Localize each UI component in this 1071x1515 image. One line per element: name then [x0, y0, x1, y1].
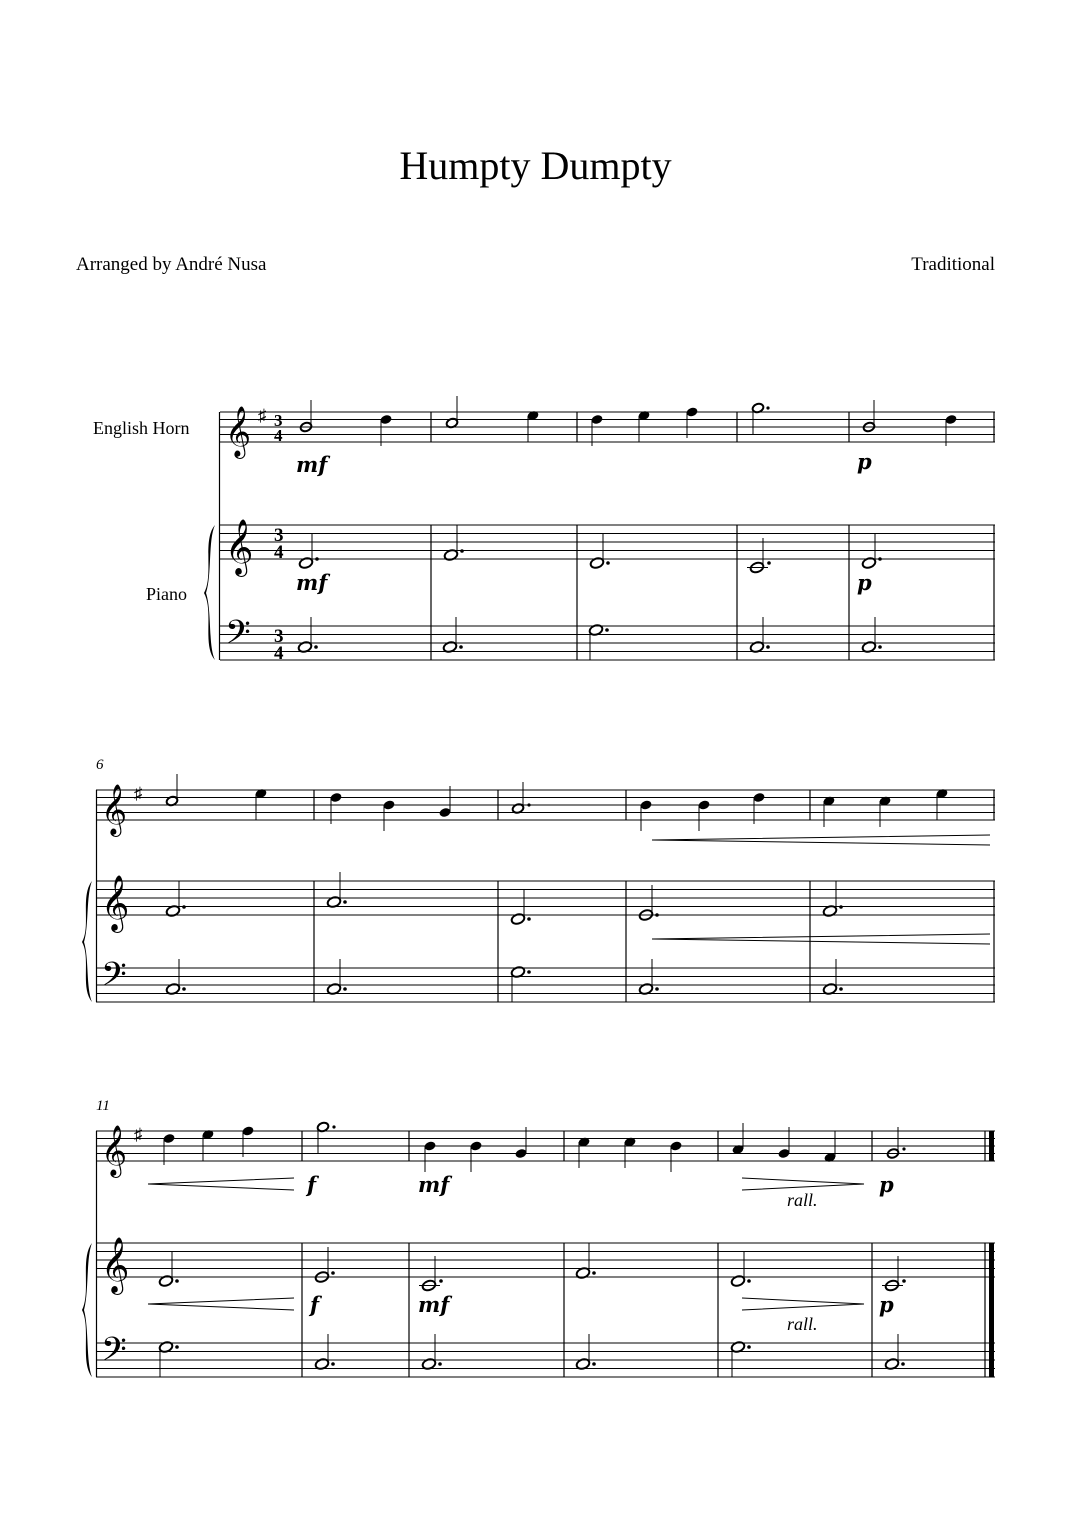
- note: [822, 881, 842, 917]
- piano-brace: [82, 881, 92, 1002]
- rall-marking: rall.: [787, 1190, 818, 1210]
- dynamic-p: p: [857, 570, 872, 595]
- sharp-key-signature: ♯: [134, 1125, 143, 1144]
- english-horn-staff: [96, 790, 995, 820]
- note: [638, 959, 658, 995]
- piano-treble-notes: [165, 872, 842, 925]
- note: [438, 786, 451, 818]
- note: [165, 959, 185, 995]
- rall-marking: rall.: [787, 1314, 818, 1334]
- english-horn-notes: [162, 1121, 905, 1172]
- time-signature-top: 3: [274, 626, 284, 647]
- english-horn-notes: [165, 774, 948, 831]
- note: [329, 792, 342, 824]
- treble-clef-icon: 𝄞: [101, 784, 128, 835]
- piano-treble-notes: [158, 1243, 905, 1292]
- note: [697, 799, 710, 831]
- note: [623, 1136, 636, 1168]
- treble-clef-icon: 𝄞: [101, 1125, 128, 1176]
- instrument-label-piano: Piano: [146, 584, 188, 604]
- note: [526, 410, 539, 442]
- note: [298, 533, 318, 569]
- note: [590, 414, 603, 446]
- dynamic-mf: mf: [418, 1292, 450, 1317]
- piano-bass-notes: [297, 617, 881, 660]
- note: [510, 889, 530, 925]
- note: [882, 1256, 906, 1292]
- decrescendo-hairpin: [742, 1298, 864, 1310]
- piano-bass-notes: [158, 1334, 904, 1377]
- instrument-label-english-horn: English Horn: [93, 418, 190, 438]
- time-signature-bottom: 4: [274, 542, 284, 563]
- dynamic-mf: mf: [296, 452, 328, 477]
- bass-clef-icon: 𝄢: [101, 1331, 127, 1377]
- note: [514, 1127, 527, 1159]
- note: [823, 1131, 836, 1163]
- piano-brace: [82, 1243, 92, 1377]
- crescendo-hairpin: [148, 1298, 294, 1310]
- piano-treble-staff: [96, 1243, 995, 1277]
- barlines: [302, 1131, 872, 1377]
- note: [575, 1334, 595, 1370]
- system-3: [82, 1098, 995, 1377]
- note: [588, 624, 608, 660]
- final-barline: [985, 1131, 994, 1377]
- dynamic-p: p: [879, 1292, 894, 1317]
- note: [862, 400, 875, 433]
- note: [297, 617, 317, 653]
- note: [589, 533, 609, 569]
- dynamic-mf: mf: [296, 570, 328, 595]
- note: [443, 525, 463, 561]
- note: [316, 1121, 335, 1153]
- note: [577, 1136, 590, 1168]
- note: [861, 533, 881, 569]
- page-title: Humpty Dumpty: [399, 143, 672, 188]
- note: [201, 1129, 214, 1161]
- note: [777, 1127, 790, 1159]
- note: [241, 1125, 254, 1157]
- note: [442, 617, 462, 653]
- english-horn-staff: [96, 1131, 995, 1161]
- piano-bass-staff: [96, 968, 995, 1002]
- decrescendo-hairpin: [742, 1178, 864, 1190]
- treble-clef-icon: 𝄞: [101, 1237, 130, 1293]
- note: [637, 410, 650, 442]
- note: [510, 966, 530, 1002]
- note: [326, 959, 346, 995]
- note: [747, 538, 771, 574]
- note: [685, 406, 698, 438]
- note: [861, 617, 881, 653]
- treble-clef-icon: 𝄞: [225, 519, 254, 575]
- note: [419, 1256, 443, 1292]
- measure-number: 11: [96, 1098, 110, 1114]
- note: [639, 799, 652, 831]
- time-signature-top: 3: [274, 525, 284, 546]
- note: [511, 782, 530, 814]
- note: [731, 1123, 744, 1155]
- english-horn-notes: [299, 396, 957, 446]
- barlines: [314, 790, 994, 1002]
- dynamic-mf: mf: [418, 1172, 450, 1197]
- note: [421, 1334, 441, 1370]
- note: [749, 617, 769, 653]
- dynamic-f: f: [307, 1172, 317, 1197]
- note: [822, 795, 835, 827]
- dynamic-p: p: [879, 1172, 894, 1197]
- note: [878, 795, 891, 827]
- sharp-key-signature: ♯: [258, 406, 267, 425]
- note: [158, 1341, 178, 1377]
- piano-treble-staff: [220, 525, 995, 559]
- bass-clef-icon: 𝄢: [225, 614, 251, 660]
- note: [935, 788, 948, 820]
- note: [751, 402, 769, 434]
- note: [162, 1133, 175, 1165]
- arranger-credit: Arranged by André Nusa: [76, 254, 267, 275]
- piano-treble-notes: [298, 525, 881, 574]
- treble-clef-icon: 𝄞: [101, 875, 130, 931]
- barlines: [431, 412, 994, 660]
- bass-clef-icon: 𝄢: [101, 956, 127, 1002]
- note: [423, 1140, 436, 1172]
- note: [469, 1140, 482, 1172]
- sharp-key-signature: ♯: [134, 784, 143, 803]
- english-horn-staff: [220, 412, 995, 442]
- note: [884, 1334, 904, 1370]
- note: [254, 788, 267, 820]
- note: [379, 414, 392, 446]
- note: [944, 414, 957, 446]
- time-signature-bottom: 4: [274, 426, 283, 445]
- system-2: [82, 757, 995, 1002]
- note: [326, 872, 346, 908]
- piano-bass-notes: [165, 959, 842, 1002]
- measure-number: 6: [96, 757, 104, 773]
- note: [730, 1341, 750, 1377]
- crescendo-hairpin: [148, 1178, 294, 1190]
- crescendo-hairpin: [652, 934, 990, 944]
- note: [638, 885, 658, 921]
- treble-clef-icon: 𝄞: [225, 406, 252, 457]
- note: [822, 959, 842, 995]
- note: [314, 1334, 334, 1370]
- piano-bass-staff: [96, 1343, 995, 1377]
- note: [752, 792, 765, 824]
- dynamic-f: f: [310, 1292, 320, 1317]
- note: [382, 799, 395, 831]
- note: [669, 1140, 682, 1172]
- note: [158, 1251, 178, 1287]
- note: [730, 1251, 750, 1287]
- crescendo-hairpin: [652, 835, 990, 845]
- piano-treble-staff: [96, 881, 995, 915]
- note: [165, 881, 185, 917]
- note: [314, 1247, 334, 1283]
- time-signature-bottom: 4: [274, 643, 284, 664]
- note: [886, 1127, 905, 1159]
- note: [575, 1243, 595, 1279]
- note: [299, 400, 312, 433]
- dynamic-p: p: [857, 449, 872, 474]
- system-1: [93, 396, 995, 664]
- time-signature-top: 3: [274, 411, 283, 430]
- piano-brace: [204, 525, 215, 660]
- composer-credit: Traditional: [911, 254, 995, 275]
